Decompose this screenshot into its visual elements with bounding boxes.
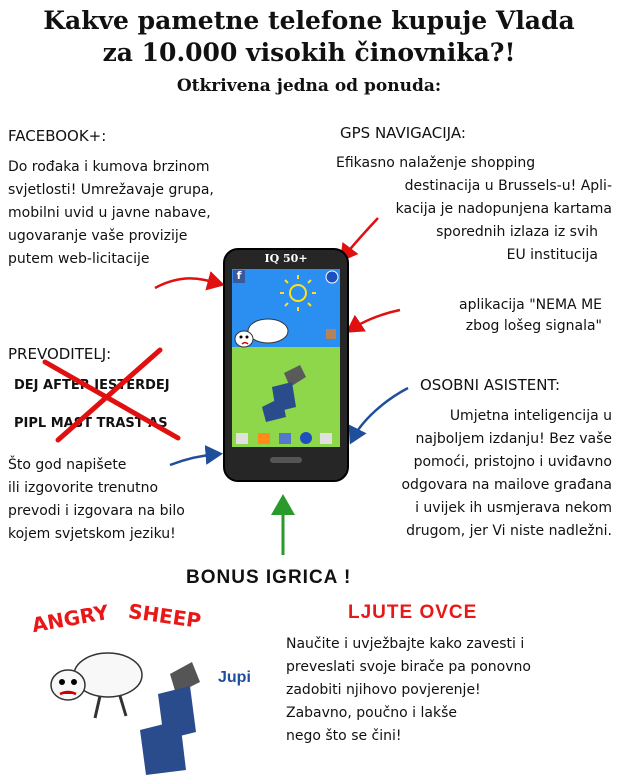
prevoditelj-phrase-1: DEJ AFTER JESTERDEJ (14, 378, 170, 393)
game-line: preveslati svoje birače pa ponovno (286, 659, 531, 675)
jupi-label: Jupi (218, 669, 251, 686)
asistent-line: pomoći, pristojno i uviđavno (413, 454, 612, 470)
app-icon-2 (258, 433, 270, 444)
phone-label: IQ 50+ (264, 252, 308, 265)
prevoditelj-line: kojem svjetskom jeziku! (8, 526, 176, 542)
prevoditelj-line: ili izgovorite trenutno (8, 480, 159, 496)
app-icon-1 (236, 433, 248, 444)
angry-sheep-illustration (40, 630, 265, 775)
gps-line: Efikasno nalaženje shopping (336, 155, 536, 171)
kicking-leg-icon (140, 662, 200, 775)
nema-me-line: zbog lošeg signala" (465, 318, 602, 334)
page-title-line-1: Kakve pametne telefone kupuje Vlada (43, 6, 575, 35)
facebook-line: svjetlosti! Umrežavaje grupa, (8, 182, 214, 198)
app-icon-5 (320, 433, 332, 444)
asistent-heading: OSOBNI ASISTENT: (420, 376, 560, 394)
asistent-line: najboljem izdanju! Bez vaše (415, 431, 612, 447)
game-line: nego što se čini! (286, 728, 402, 744)
app-icon (326, 329, 336, 339)
prevoditelj-arrow-icon (170, 454, 218, 465)
facebook-heading: FACEBOOK+: (8, 127, 107, 145)
prevoditelj-line: Što god napišete (8, 457, 127, 473)
game-line: Naučite i uvježbajte kako zavesti i (286, 636, 525, 652)
game-line: zadobiti njihovo povjerenje! (286, 682, 481, 698)
gps-line: kacija je nadopunjena kartama (395, 201, 612, 217)
game-line: Zabavno, poučno i lakše (286, 705, 457, 721)
asistent-line: Umjetna inteligencija u (449, 408, 612, 424)
nema-me-arrow-icon (350, 310, 400, 330)
gps-heading: GPS NAVIGACIJA: (340, 124, 466, 142)
prevoditelj-line: prevodi i izgovara na bilo (8, 503, 185, 519)
game-title: LJUTE OVCE (348, 602, 478, 623)
bonus-label: BONUS IGRICA ! (186, 567, 352, 588)
app-icon-3 (279, 433, 291, 444)
nema-me-line: aplikacija "NEMA ME (459, 297, 602, 313)
app-icon-4 (300, 432, 312, 444)
asistent-line: drugom, jer Vi niste nadležni. (406, 523, 612, 539)
phone-fb-letter: f (236, 269, 242, 282)
logo-word-sheep: SHEEP (126, 598, 203, 633)
logo-word-angry: ANGRY (29, 600, 111, 638)
prevoditelj-heading: PREVODITELJ: (8, 345, 112, 363)
gps-line: destinacija u Brussels-u! Apli- (404, 178, 612, 194)
asistent-line: odgovara na mailove građana (401, 477, 612, 493)
gps-line: EU institucija (506, 247, 598, 263)
facebook-line: Do rođaka i kumova brzinom (8, 159, 210, 175)
globe-icon (326, 271, 338, 283)
asistent-arrow-icon (352, 388, 408, 440)
game-description (286, 633, 612, 748)
facebook-line: mobilni uvid u javne nabave, (8, 205, 211, 221)
smartphone-graphic (222, 247, 350, 483)
prevoditelj-phrase-2: PIPL MAST TRAST AS (14, 416, 168, 431)
sheep-icon (51, 653, 142, 718)
page-subtitle: Otkrivena jedna od ponuda: (176, 76, 442, 96)
page-title-line-2: za 10.000 visokih činovnika?! (102, 38, 516, 67)
facebook-arrow-icon (155, 278, 220, 288)
facebook-line: putem web-licitacije (8, 251, 150, 267)
asistent-line: i uvijek ih usmjerava nekom (415, 500, 612, 516)
facebook-line: ugovaranje vaše provizije (8, 228, 188, 244)
smartphone (222, 247, 350, 483)
gps-line: sporednih izlaza iz svih (436, 224, 598, 240)
